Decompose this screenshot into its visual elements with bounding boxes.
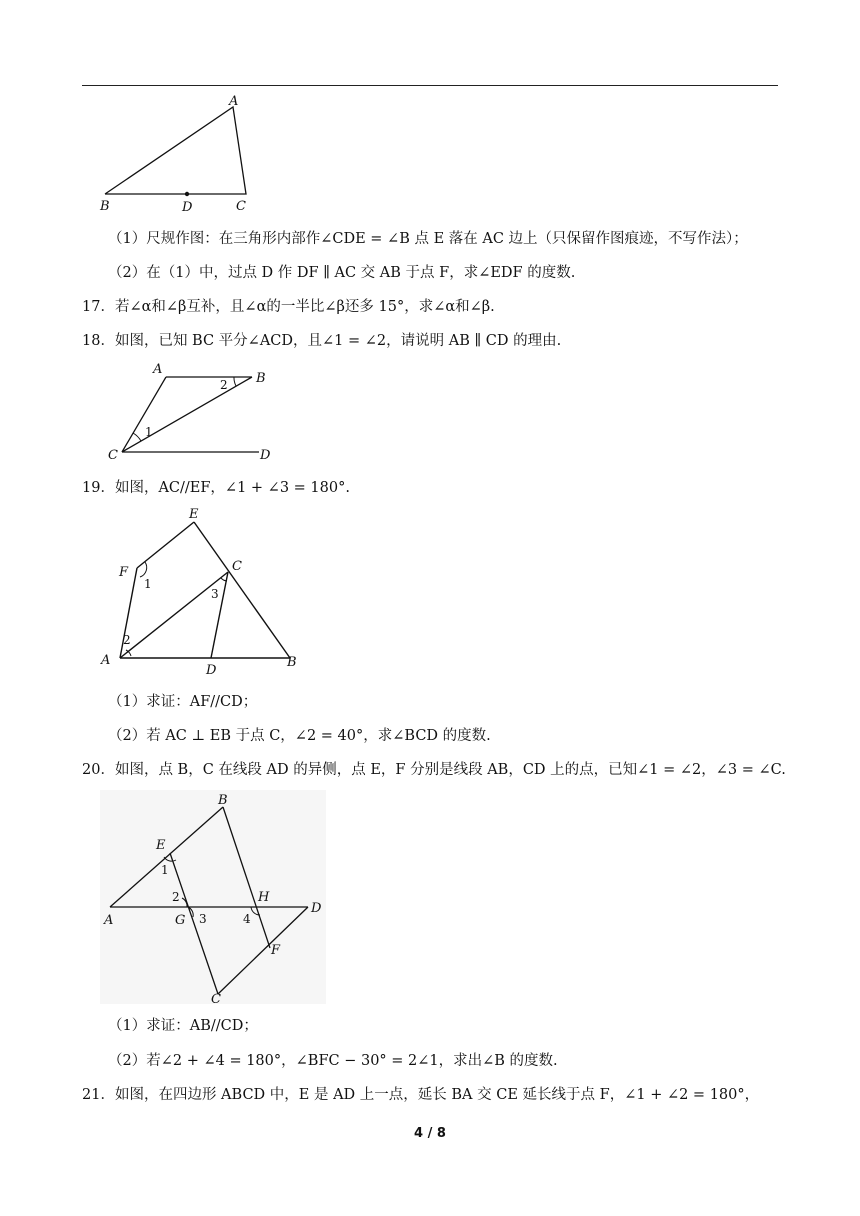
angle-3-label: 3 — [199, 912, 207, 926]
q17-text: 17．若∠α和∠β互补，且∠α的一半比∠β还多 15°，求∠α和∠β. — [82, 299, 495, 315]
label-c: C — [211, 992, 221, 1004]
q16-part2: （2）在（1）中，过点 D 作 DF ∥ AC 交 AB 于点 F，求∠EDF 的度数. — [108, 265, 576, 281]
figure-triangle-abc — [96, 92, 266, 214]
page-number: 4 / 8 — [414, 1126, 446, 1141]
angle-1-label: 1 — [161, 863, 169, 877]
label-a: A — [104, 913, 114, 928]
label-f: F — [119, 565, 129, 580]
point-d — [185, 192, 189, 196]
label-f: F — [271, 943, 281, 958]
q20-text: 20．如图，点 B，C 在线段 AD 的异侧，点 E，F 分别是线段 AB，CD 上的点，已知∠1 = ∠2，∠3 = ∠C. — [82, 762, 786, 778]
label-e: E — [156, 838, 166, 853]
q21-text: 21．如图，在四边形 ABCD 中，E 是 AD 上一点，延长 BA 交 CE 延长线于点 F，∠1 + ∠2 = 180°， — [82, 1087, 760, 1103]
angle-2-label: 2 — [172, 890, 180, 904]
label-h: H — [258, 890, 270, 905]
label-b: B — [287, 655, 297, 670]
label-a: A — [153, 362, 163, 377]
label-c: C — [232, 559, 242, 574]
figure-q18 — [102, 362, 282, 462]
label-a: A — [229, 94, 239, 109]
label-a: A — [101, 653, 111, 668]
label-e: E — [189, 507, 199, 522]
q19-part2: （2）若 AC ⊥ EB 于点 C，∠2 = 40°，求∠BCD 的度数. — [108, 728, 491, 744]
q20-part1: （1）求证：AB//CD； — [108, 1018, 258, 1034]
angle-4-label: 4 — [243, 912, 251, 926]
figure-q19 — [100, 504, 310, 676]
q20-part2: （2）若∠2 + ∠4 = 180°，∠BFC − 30° = 2∠1，求出∠B 的度数. — [108, 1053, 558, 1069]
q18-text: 18．如图，已知 BC 平分∠ACD，且∠1 = ∠2，请说明 AB ∥ CD 的理由. — [82, 333, 562, 349]
label-d: D — [260, 448, 271, 462]
label-b: B — [100, 199, 110, 214]
q19-part1: （1）求证：AF//CD； — [108, 694, 258, 710]
label-d: D — [311, 901, 322, 916]
angle-2-label: 2 — [123, 633, 131, 647]
angle-3-label: 3 — [211, 587, 219, 601]
q16-part1: （1）尺规作图：在三角形内部作∠CDE = ∠B 点 E 落在 AC 边上（只保留作图痕迹，不写作法）； — [108, 231, 748, 247]
label-c: C — [236, 199, 246, 214]
label-c: C — [108, 448, 118, 462]
figure-q20 — [100, 790, 326, 1004]
header-rule — [82, 85, 778, 86]
angle-1-label: 1 — [145, 425, 153, 439]
label-d: D — [206, 663, 217, 676]
label-g: G — [175, 913, 186, 928]
label-b: B — [256, 371, 266, 386]
label-d: D — [182, 200, 193, 214]
q19-text: 19．如图，AC//EF，∠1 + ∠3 = 180°. — [82, 480, 350, 496]
label-b: B — [218, 793, 228, 808]
angle-1-label: 1 — [144, 577, 152, 591]
angle-2-label: 2 — [220, 378, 228, 392]
